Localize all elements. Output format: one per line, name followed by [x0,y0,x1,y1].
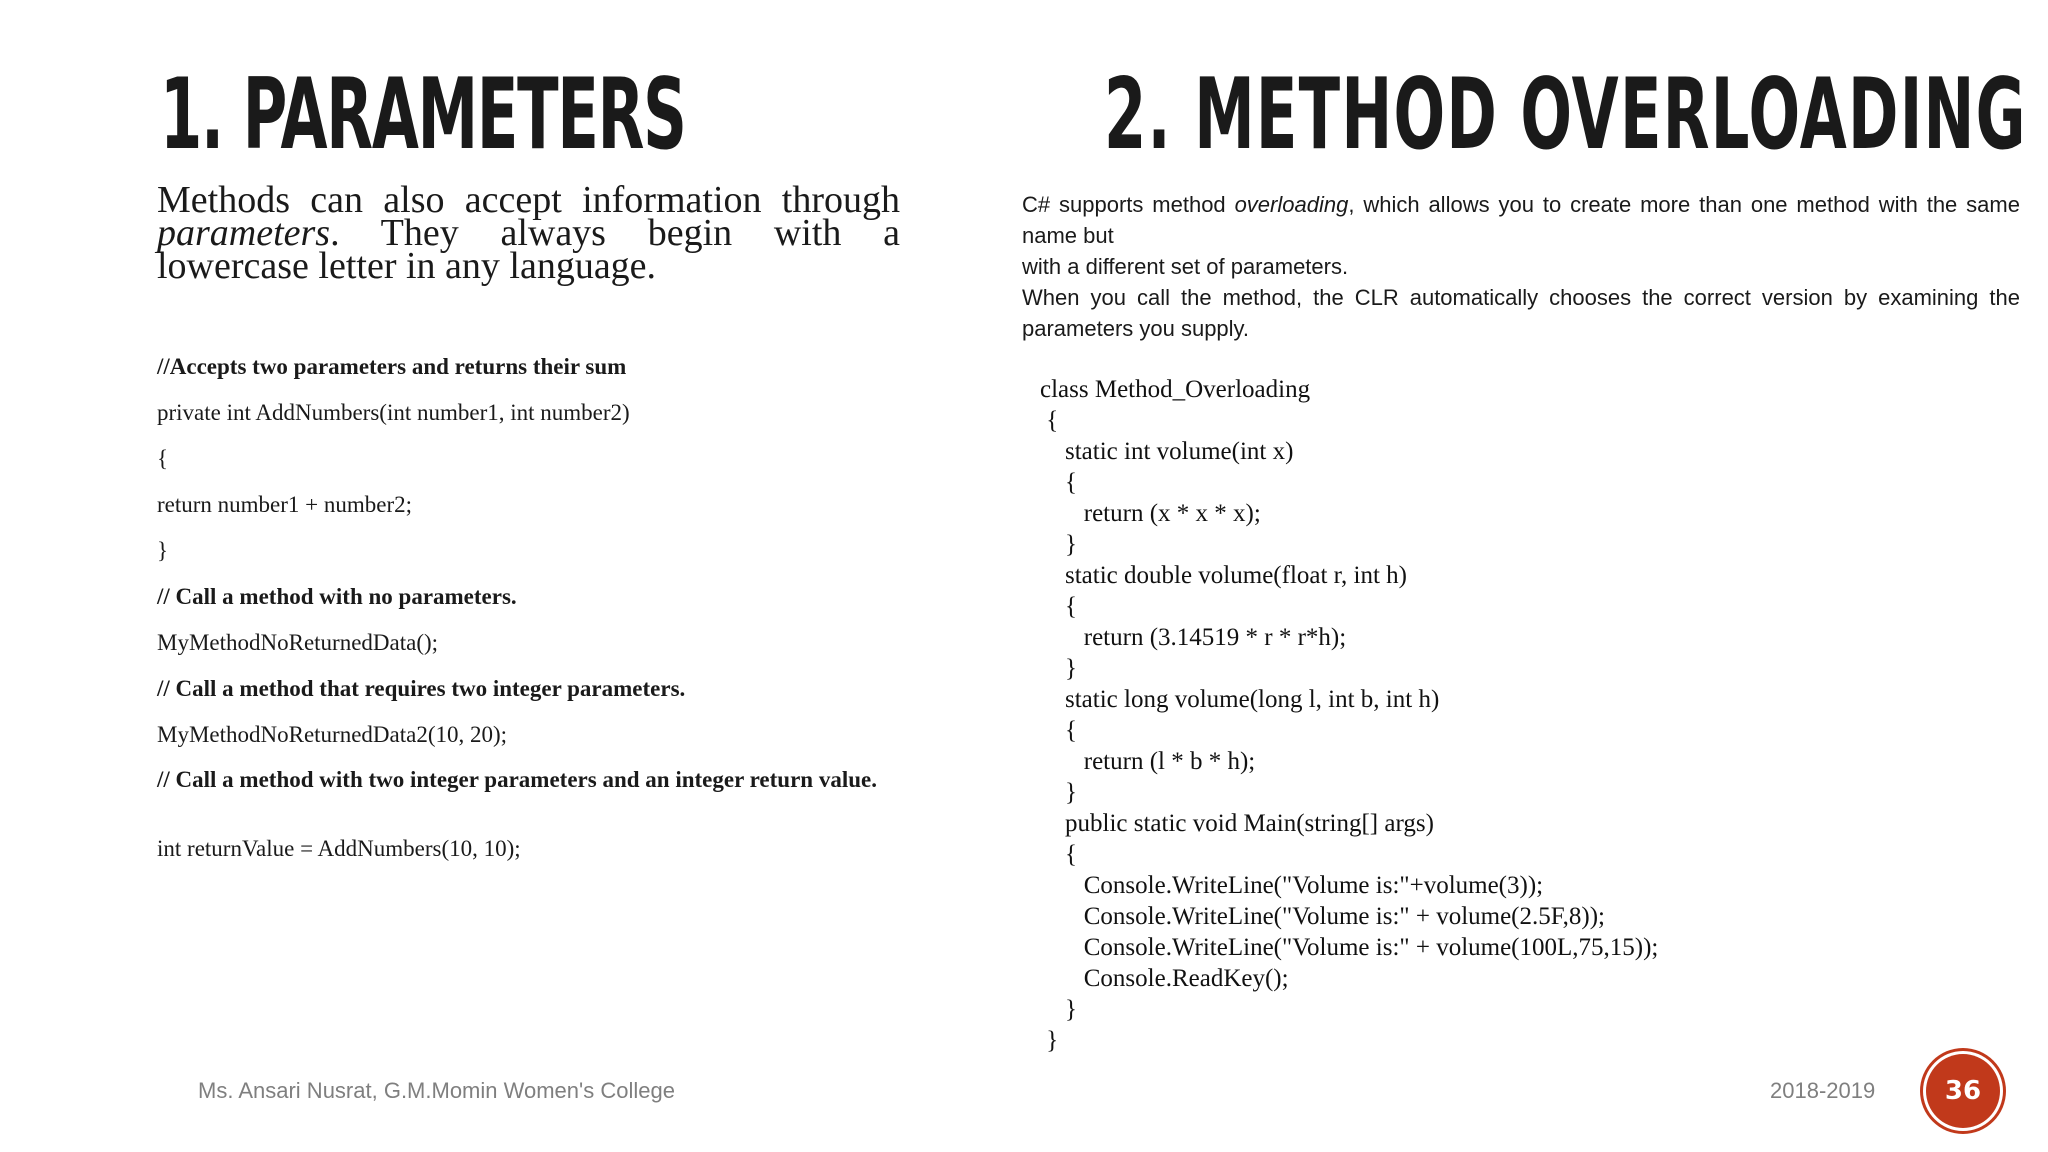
code-line: Console.WriteLine("Volume is:" + volume(2.5F,8)); [1040,903,1606,930]
code-line: static double volume(float r, int h) [1040,562,1407,589]
code-line: return (x * x * x); [1040,500,1261,527]
code-line: Console.WriteLine("Volume is:" + volume(100L,75,15)); [1040,934,1659,961]
code-line: } [157,538,169,563]
intro-text-end: , which allows you to create more than one method with the same name but [1022,192,2020,248]
intro-text-start: Methods can also accept information through [157,179,900,221]
code-line: class Method_Overloading [1040,376,1311,403]
code-comment: // Call a method that requires two integer parameters. [157,676,686,701]
code-comment: // Call a method with two integer parameters and an integer return value. [157,767,877,792]
code-line: static int volume(int x) [1040,438,1294,465]
intro-paragraph [1022,189,2020,251]
intro-paragraph: with a different set of parameters. [1022,254,1349,279]
intro-italic-term: parameters [157,212,331,254]
right-section-heading: 2. METHOD OVERLOADING [1104,58,2027,172]
left-section-heading: 1. PARAMETERS [160,58,686,172]
code-line: } [1040,655,1077,682]
intro-paragraph: When you call the method, the CLR automatically chooses the correct version by examining the parameters you supply. [1022,285,2020,341]
code-line: private int AddNumbers(int number1, int number2) [157,400,630,425]
overloading-code-sample [1040,374,1658,1056]
code-line: Console.ReadKey(); [1040,965,1289,992]
code-line: { [1040,407,1059,434]
code-line: { [1040,717,1077,744]
code-line: return (l * b * h); [1040,748,1256,775]
intro-text-start: C# supports method [1022,192,1235,217]
code-comment: //Accepts two parameters and returns their sum [157,354,627,379]
code-line: { [1040,841,1077,868]
code-line: public static void Main(string[] args) [1040,810,1434,837]
code-line: return number1 + number2; [157,492,413,517]
code-line: } [1040,779,1077,806]
intro-italic-term: overloading [1234,192,1349,217]
intro-text-end: . They always begin with a lowercase letter in any language. [157,212,900,287]
code-line: { [1040,593,1077,620]
code-line: } [1040,996,1077,1023]
footer-year: 2018-2019 [1770,1078,1876,1103]
footer-author: Ms. Ansari Nusrat, G.M.Momin Women's College [198,1078,675,1103]
code-line: { [157,446,169,471]
page-number: 36 [1944,1076,1982,1106]
page-number-badge [1926,1054,2000,1128]
code-line: MyMethodNoReturnedData2(10, 20); [157,722,508,747]
parameters-intro [157,179,900,287]
code-line: return (3.14519 * r * r*h); [1040,624,1347,651]
code-line: int returnValue = AddNumbers(10, 10); [157,836,521,861]
overloading-intro [1022,189,2020,344]
code-line: { [1040,469,1077,496]
code-line: MyMethodNoReturnedData(); [157,630,439,655]
code-line: } [1040,531,1077,558]
code-line: static long volume(long l, int b, int h) [1040,686,1440,713]
code-line: } [1040,1027,1059,1054]
code-line: Console.WriteLine("Volume is:"+volume(3)); [1040,872,1544,899]
code-comment: // Call a method with no parameters. [157,584,517,609]
